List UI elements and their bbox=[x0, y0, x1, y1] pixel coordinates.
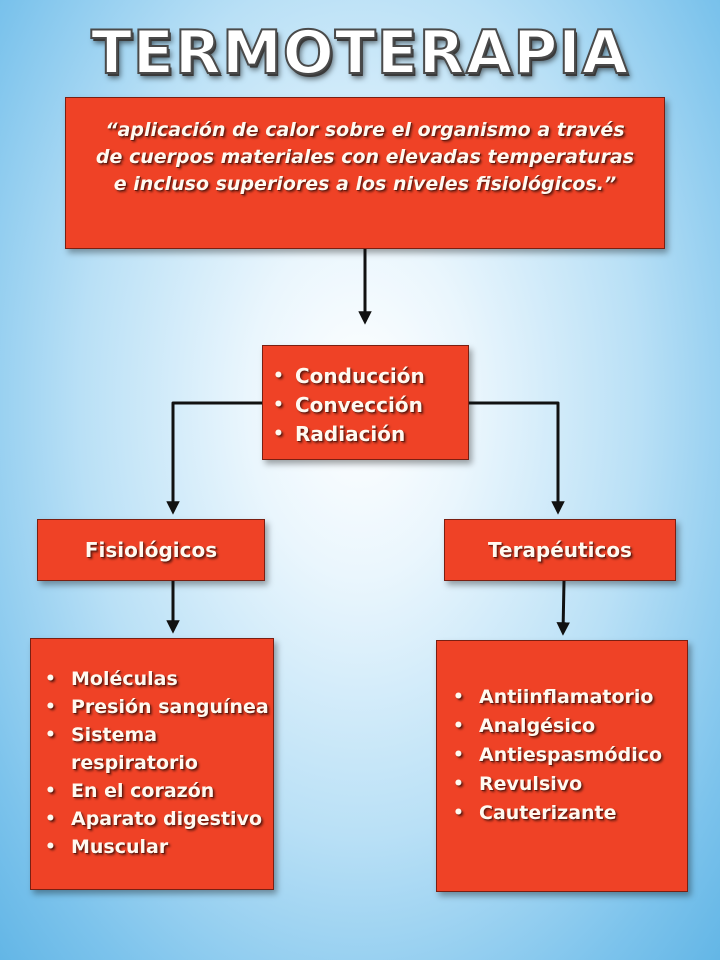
terapeuticos-label: Terapéuticos bbox=[488, 538, 632, 562]
list-item: • Conducción bbox=[263, 362, 468, 391]
arrow-types-to-terapeuticos bbox=[469, 403, 558, 512]
list-item: • Moléculas bbox=[31, 665, 273, 693]
list-item: • Analgésico bbox=[437, 712, 687, 741]
list-item: • Cauterizante bbox=[437, 799, 687, 828]
list-item: • Sistema respiratorio bbox=[31, 721, 273, 777]
definition-text: “aplicación de calor sobre el organismo a través de cuerpos materiales con elevadas temperaturas e incluso superiores a los niveles fisiológicos.” bbox=[95, 118, 635, 195]
fisiologicos-label: Fisiológicos bbox=[84, 538, 218, 562]
list-item: • Antiespasmódico bbox=[437, 741, 687, 770]
list-item: • En el corazón bbox=[31, 777, 273, 805]
list-item: • Radiación bbox=[263, 420, 468, 449]
list-item: • Muscular bbox=[31, 833, 273, 861]
arrow-types-to-fisiologicos bbox=[173, 403, 262, 512]
list-item: • Convección bbox=[263, 391, 468, 420]
page-title: TERMOTERAPIA bbox=[90, 18, 630, 88]
list-item: • Revulsivo bbox=[437, 770, 687, 799]
list-item: • Aparato digestivo bbox=[31, 805, 273, 833]
list-item: • Presión sanguínea bbox=[31, 693, 273, 721]
list-item: • Antiinflamatorio bbox=[437, 683, 687, 712]
arrow-terapeuticos-to-effects bbox=[563, 581, 564, 633]
